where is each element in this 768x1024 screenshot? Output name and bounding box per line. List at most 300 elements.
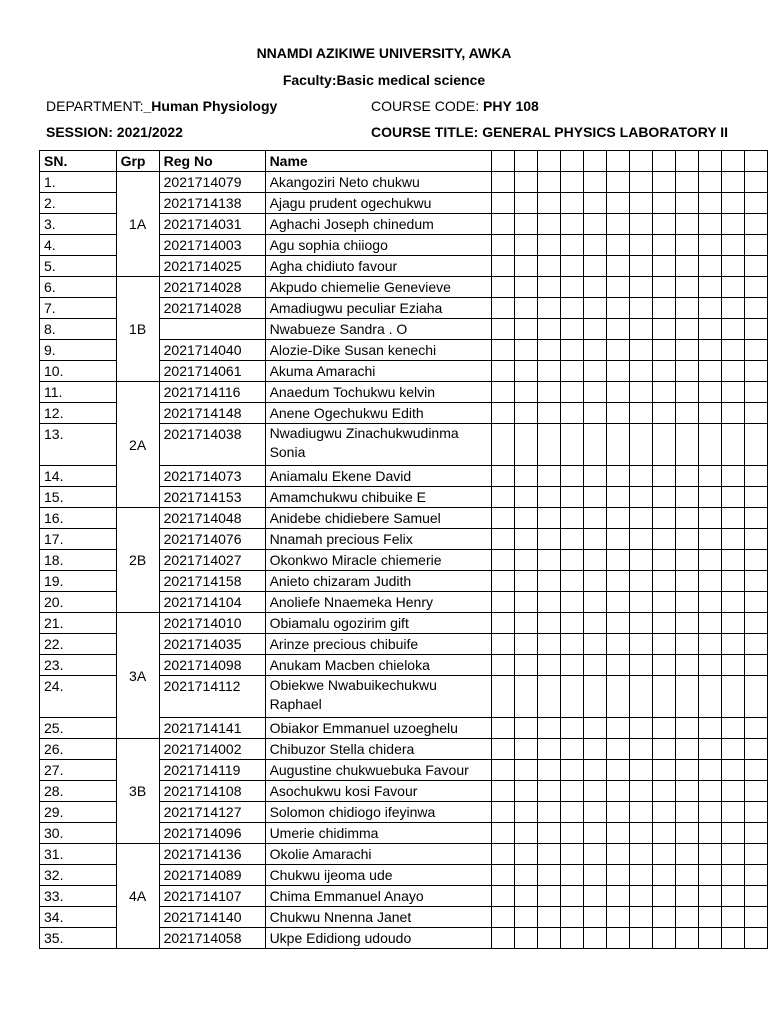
row-sn: 11. xyxy=(40,382,117,403)
row-regno: 2021714038 xyxy=(159,424,265,466)
blank-cell xyxy=(491,739,514,760)
blank-cell xyxy=(583,424,606,466)
blank-cell xyxy=(744,760,767,781)
blank-cell xyxy=(491,718,514,739)
blank-cell xyxy=(675,802,698,823)
blank-cell xyxy=(560,592,583,613)
department-value: _Human Physiology xyxy=(143,98,278,114)
blank-cell xyxy=(721,634,744,655)
blank-cell xyxy=(744,319,767,340)
blank-cell xyxy=(537,613,560,634)
blank-cell xyxy=(744,277,767,298)
blank-cell xyxy=(652,907,675,928)
blank-cell xyxy=(537,466,560,487)
row-name: Aghachi Joseph chinedum xyxy=(265,214,491,235)
row-regno: 2021714031 xyxy=(159,214,265,235)
blank-cell xyxy=(514,550,537,571)
blank-cell xyxy=(721,760,744,781)
blank-cell xyxy=(583,760,606,781)
blank-cell xyxy=(629,214,652,235)
header-blank xyxy=(583,151,606,172)
row-name: Agu sophia chiiogo xyxy=(265,235,491,256)
blank-cell xyxy=(652,214,675,235)
blank-cell xyxy=(698,844,721,865)
row-sn: 32. xyxy=(40,865,117,886)
blank-cell xyxy=(560,760,583,781)
blank-cell xyxy=(744,466,767,487)
blank-cell xyxy=(652,424,675,466)
blank-cell xyxy=(560,277,583,298)
header-blank xyxy=(675,151,698,172)
row-regno: 2021714028 xyxy=(159,277,265,298)
row-regno xyxy=(159,319,265,340)
blank-cell xyxy=(675,424,698,466)
blank-cell xyxy=(560,319,583,340)
blank-cell xyxy=(721,571,744,592)
session-line: SESSION: 2021/2022 xyxy=(46,124,183,140)
blank-cell xyxy=(721,655,744,676)
blank-cell xyxy=(698,676,721,718)
blank-cell xyxy=(698,319,721,340)
blank-cell xyxy=(652,781,675,802)
blank-cell xyxy=(744,235,767,256)
blank-cell xyxy=(652,718,675,739)
blank-cell xyxy=(629,529,652,550)
blank-cell xyxy=(744,928,767,949)
blank-cell xyxy=(491,424,514,466)
blank-cell xyxy=(721,844,744,865)
blank-cell xyxy=(629,466,652,487)
blank-cell xyxy=(514,487,537,508)
header-blank xyxy=(721,151,744,172)
blank-cell xyxy=(629,823,652,844)
blank-cell xyxy=(514,907,537,928)
blank-cell xyxy=(652,277,675,298)
row-regno: 2021714140 xyxy=(159,907,265,928)
row-regno: 2021714058 xyxy=(159,928,265,949)
course-code-value: PHY 108 xyxy=(483,98,539,114)
blank-cell xyxy=(537,760,560,781)
blank-cell xyxy=(744,718,767,739)
blank-cell xyxy=(514,592,537,613)
blank-cell xyxy=(652,403,675,424)
blank-cell xyxy=(514,571,537,592)
blank-cell xyxy=(652,844,675,865)
blank-cell xyxy=(491,172,514,193)
row-sn: 35. xyxy=(40,928,117,949)
blank-cell xyxy=(629,676,652,718)
blank-cell xyxy=(537,214,560,235)
blank-cell xyxy=(698,235,721,256)
blank-cell xyxy=(537,886,560,907)
department-label: DEPARTMENT: xyxy=(46,98,144,114)
blank-cell xyxy=(721,487,744,508)
row-name: Anoliefe Nnaemeka Henry xyxy=(265,592,491,613)
blank-cell xyxy=(606,844,629,865)
blank-cell xyxy=(537,844,560,865)
blank-cell xyxy=(583,466,606,487)
blank-cell xyxy=(537,529,560,550)
row-regno: 2021714061 xyxy=(159,361,265,382)
blank-cell xyxy=(606,865,629,886)
blank-cell xyxy=(652,760,675,781)
blank-cell xyxy=(698,886,721,907)
blank-cell xyxy=(629,781,652,802)
blank-cell xyxy=(491,193,514,214)
row-name: Akuma Amarachi xyxy=(265,361,491,382)
blank-cell xyxy=(629,424,652,466)
blank-cell xyxy=(675,529,698,550)
blank-cell xyxy=(491,487,514,508)
blank-cell xyxy=(514,466,537,487)
blank-cell xyxy=(744,676,767,718)
blank-cell xyxy=(675,277,698,298)
blank-cell xyxy=(744,340,767,361)
blank-cell xyxy=(721,529,744,550)
blank-cell xyxy=(744,781,767,802)
blank-cell xyxy=(491,382,514,403)
blank-cell xyxy=(606,340,629,361)
blank-cell xyxy=(721,550,744,571)
blank-cell xyxy=(629,550,652,571)
blank-cell xyxy=(560,340,583,361)
row-regno: 2021714148 xyxy=(159,403,265,424)
blank-cell xyxy=(721,214,744,235)
blank-cell xyxy=(537,802,560,823)
blank-cell xyxy=(537,193,560,214)
blank-cell xyxy=(514,424,537,466)
blank-cell xyxy=(514,193,537,214)
blank-cell xyxy=(744,361,767,382)
faculty-title: Faculty:Basic medical science xyxy=(282,72,486,88)
blank-cell xyxy=(537,487,560,508)
row-name: Ajagu prudent ogechukwu xyxy=(265,193,491,214)
row-name: Amadiugwu peculiar Eziaha xyxy=(265,298,491,319)
row-name: Nnamah precious Felix xyxy=(265,529,491,550)
blank-cell xyxy=(744,739,767,760)
blank-cell xyxy=(537,424,560,466)
row-name: Chukwu Nnenna Janet xyxy=(265,907,491,928)
blank-cell xyxy=(721,781,744,802)
blank-cell xyxy=(698,487,721,508)
table-row xyxy=(40,172,768,193)
blank-cell xyxy=(721,172,744,193)
blank-cell xyxy=(606,172,629,193)
blank-cell xyxy=(491,550,514,571)
row-regno: 2021714035 xyxy=(159,634,265,655)
blank-cell xyxy=(583,718,606,739)
row-sn: 14. xyxy=(40,466,117,487)
blank-cell xyxy=(675,676,698,718)
blank-cell xyxy=(560,298,583,319)
header-blank xyxy=(606,151,629,172)
blank-cell xyxy=(583,886,606,907)
blank-cell xyxy=(721,613,744,634)
blank-cell xyxy=(652,298,675,319)
blank-cell xyxy=(698,298,721,319)
blank-cell xyxy=(606,592,629,613)
blank-cell xyxy=(721,277,744,298)
blank-cell xyxy=(675,844,698,865)
blank-cell xyxy=(606,382,629,403)
table-row xyxy=(40,739,768,760)
blank-cell xyxy=(514,634,537,655)
blank-cell xyxy=(698,634,721,655)
blank-cell xyxy=(606,928,629,949)
blank-cell xyxy=(744,508,767,529)
blank-cell xyxy=(606,487,629,508)
row-sn: 15. xyxy=(40,487,117,508)
blank-cell xyxy=(652,361,675,382)
blank-cell xyxy=(583,298,606,319)
blank-cell xyxy=(721,403,744,424)
row-sn: 23. xyxy=(40,655,117,676)
row-name: Nwadiugwu Zinachukwudinma Sonia xyxy=(265,424,491,466)
blank-cell xyxy=(744,865,767,886)
blank-cell xyxy=(491,361,514,382)
row-regno: 2021714108 xyxy=(159,781,265,802)
blank-cell xyxy=(606,424,629,466)
row-regno: 2021714119 xyxy=(159,760,265,781)
blank-cell xyxy=(721,466,744,487)
row-regno: 2021714138 xyxy=(159,193,265,214)
blank-cell xyxy=(721,718,744,739)
blank-cell xyxy=(629,277,652,298)
blank-cell xyxy=(698,865,721,886)
header-blank xyxy=(698,151,721,172)
blank-cell xyxy=(652,802,675,823)
row-regno: 2021714112 xyxy=(159,676,265,718)
blank-cell xyxy=(721,193,744,214)
blank-cell xyxy=(629,844,652,865)
blank-cell xyxy=(514,676,537,718)
blank-cell xyxy=(675,907,698,928)
blank-cell xyxy=(629,487,652,508)
row-regno: 2021714028 xyxy=(159,298,265,319)
blank-cell xyxy=(514,760,537,781)
row-regno: 2021714107 xyxy=(159,886,265,907)
blank-cell xyxy=(675,298,698,319)
blank-cell xyxy=(698,907,721,928)
blank-cell xyxy=(652,823,675,844)
blank-cell xyxy=(652,739,675,760)
blank-cell xyxy=(629,634,652,655)
blank-cell xyxy=(491,298,514,319)
blank-cell xyxy=(698,382,721,403)
blank-cell xyxy=(514,382,537,403)
blank-cell xyxy=(629,571,652,592)
blank-cell xyxy=(675,235,698,256)
row-regno: 2021714136 xyxy=(159,844,265,865)
row-group: 2A xyxy=(116,382,159,508)
table-row xyxy=(40,382,768,403)
blank-cell xyxy=(675,760,698,781)
blank-cell xyxy=(583,928,606,949)
blank-cell xyxy=(629,907,652,928)
blank-cell xyxy=(606,613,629,634)
blank-cell xyxy=(583,193,606,214)
row-name: Asochukwu kosi Favour xyxy=(265,781,491,802)
blank-cell xyxy=(537,382,560,403)
table-header-row xyxy=(40,151,768,172)
row-sn: 8. xyxy=(40,319,117,340)
blank-cell xyxy=(583,571,606,592)
blank-cell xyxy=(491,844,514,865)
header-grp: Grp xyxy=(116,151,159,172)
blank-cell xyxy=(698,718,721,739)
blank-cell xyxy=(606,823,629,844)
blank-cell xyxy=(721,361,744,382)
blank-cell xyxy=(606,571,629,592)
blank-cell xyxy=(629,928,652,949)
header-name: Name xyxy=(265,151,491,172)
blank-cell xyxy=(583,529,606,550)
row-name: Akangoziri Neto chukwu xyxy=(265,172,491,193)
blank-cell xyxy=(606,529,629,550)
row-name: Chibuzor Stella chidera xyxy=(265,739,491,760)
blank-cell xyxy=(629,508,652,529)
blank-cell xyxy=(629,739,652,760)
blank-cell xyxy=(629,340,652,361)
row-regno: 2021714002 xyxy=(159,739,265,760)
row-name: Augustine chukwuebuka Favour xyxy=(265,760,491,781)
blank-cell xyxy=(675,865,698,886)
blank-cell xyxy=(514,529,537,550)
blank-cell xyxy=(675,592,698,613)
blank-cell xyxy=(698,802,721,823)
row-regno: 2021714104 xyxy=(159,592,265,613)
blank-cell xyxy=(514,172,537,193)
blank-cell xyxy=(583,613,606,634)
blank-cell xyxy=(537,592,560,613)
blank-cell xyxy=(583,382,606,403)
row-name: Nwabueze Sandra . O xyxy=(265,319,491,340)
row-regno: 2021714048 xyxy=(159,508,265,529)
blank-cell xyxy=(491,277,514,298)
blank-cell xyxy=(744,256,767,277)
blank-cell xyxy=(491,655,514,676)
table-row xyxy=(40,277,768,298)
row-name: Chima Emmanuel Anayo xyxy=(265,886,491,907)
blank-cell xyxy=(514,823,537,844)
blank-cell xyxy=(629,802,652,823)
blank-cell xyxy=(675,928,698,949)
blank-cell xyxy=(537,550,560,571)
blank-cell xyxy=(606,634,629,655)
blank-cell xyxy=(514,928,537,949)
blank-cell xyxy=(744,193,767,214)
blank-cell xyxy=(560,508,583,529)
blank-cell xyxy=(537,865,560,886)
blank-cell xyxy=(629,760,652,781)
blank-cell xyxy=(721,928,744,949)
blank-cell xyxy=(583,676,606,718)
blank-cell xyxy=(491,592,514,613)
blank-cell xyxy=(652,508,675,529)
blank-cell xyxy=(606,781,629,802)
row-name: Okonkwo Miracle chiemerie xyxy=(265,550,491,571)
blank-cell xyxy=(629,592,652,613)
blank-cell xyxy=(629,382,652,403)
blank-cell xyxy=(491,823,514,844)
blank-cell xyxy=(537,319,560,340)
blank-cell xyxy=(606,718,629,739)
blank-cell xyxy=(606,256,629,277)
blank-cell xyxy=(675,466,698,487)
blank-cell xyxy=(560,571,583,592)
blank-cell xyxy=(537,361,560,382)
blank-cell xyxy=(560,193,583,214)
blank-cell xyxy=(675,550,698,571)
blank-cell xyxy=(629,361,652,382)
blank-cell xyxy=(675,256,698,277)
blank-cell xyxy=(721,382,744,403)
blank-cell xyxy=(606,319,629,340)
blank-cell xyxy=(537,634,560,655)
blank-cell xyxy=(560,214,583,235)
blank-cell xyxy=(491,613,514,634)
course-code-line xyxy=(371,98,539,114)
blank-cell xyxy=(491,865,514,886)
blank-cell xyxy=(560,382,583,403)
blank-cell xyxy=(606,277,629,298)
blank-cell xyxy=(560,487,583,508)
row-sn: 27. xyxy=(40,760,117,781)
blank-cell xyxy=(560,865,583,886)
blank-cell xyxy=(560,718,583,739)
blank-cell xyxy=(537,298,560,319)
blank-cell xyxy=(583,214,606,235)
blank-cell xyxy=(491,907,514,928)
blank-cell xyxy=(583,634,606,655)
blank-cell xyxy=(744,172,767,193)
blank-cell xyxy=(629,235,652,256)
row-name: Alozie-Dike Susan kenechi xyxy=(265,340,491,361)
blank-cell xyxy=(675,214,698,235)
blank-cell xyxy=(583,802,606,823)
blank-cell xyxy=(652,865,675,886)
blank-cell xyxy=(744,592,767,613)
row-name: Okolie Amarachi xyxy=(265,844,491,865)
row-regno: 2021714040 xyxy=(159,340,265,361)
blank-cell xyxy=(652,676,675,718)
row-regno: 2021714010 xyxy=(159,613,265,634)
blank-cell xyxy=(560,907,583,928)
blank-cell xyxy=(514,361,537,382)
blank-cell xyxy=(583,403,606,424)
blank-cell xyxy=(675,172,698,193)
blank-cell xyxy=(606,235,629,256)
blank-cell xyxy=(744,613,767,634)
blank-cell xyxy=(698,361,721,382)
row-group: 3B xyxy=(116,739,159,844)
blank-cell xyxy=(629,193,652,214)
course-title-line: COURSE TITLE: GENERAL PHYSICS LABORATORY II xyxy=(371,124,729,140)
blank-cell xyxy=(583,277,606,298)
row-sn: 17. xyxy=(40,529,117,550)
blank-cell xyxy=(560,424,583,466)
blank-cell xyxy=(537,277,560,298)
blank-cell xyxy=(652,529,675,550)
blank-cell xyxy=(744,802,767,823)
blank-cell xyxy=(744,886,767,907)
row-regno: 2021714073 xyxy=(159,466,265,487)
blank-cell xyxy=(514,844,537,865)
blank-cell xyxy=(606,214,629,235)
blank-cell xyxy=(675,487,698,508)
row-sn: 19. xyxy=(40,571,117,592)
row-name: Agha chidiuto favour xyxy=(265,256,491,277)
